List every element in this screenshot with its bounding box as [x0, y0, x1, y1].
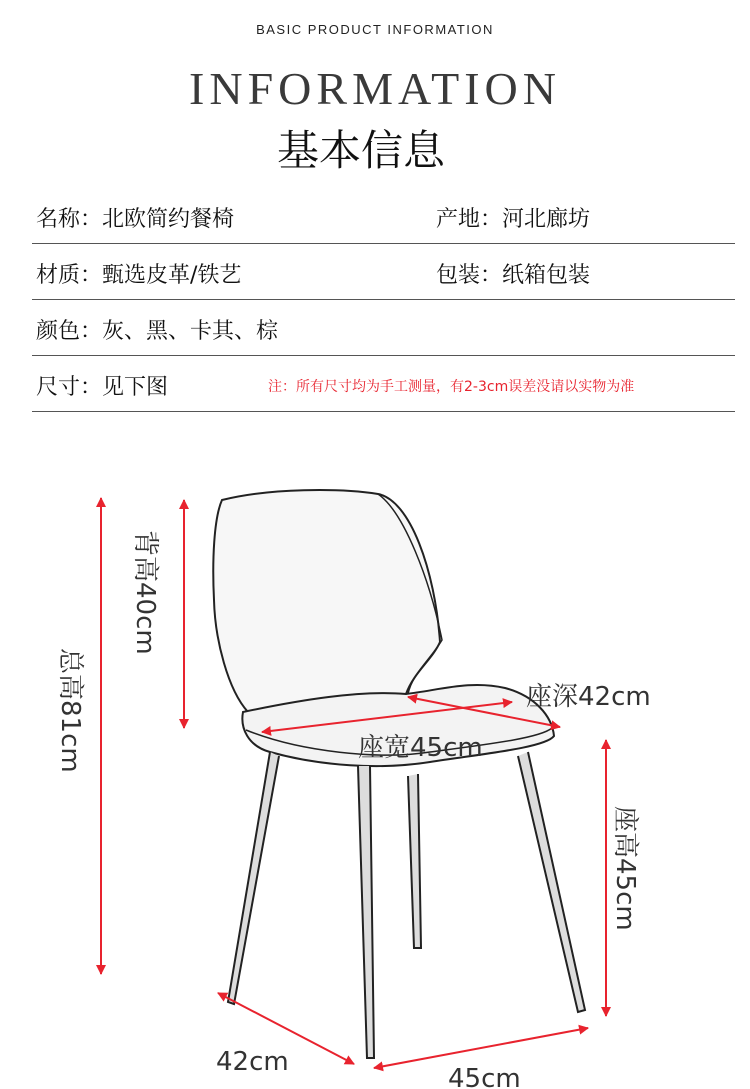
base-width-arrow [374, 1028, 588, 1068]
seat-depth-label: 座深42cm [526, 682, 651, 712]
info-row-color [32, 300, 735, 356]
material-cell: 材质：甄选皮革/铁艺 [36, 263, 242, 288]
chair-leg-front-left [228, 752, 279, 1004]
total-height-label: 总高81cm [55, 648, 85, 773]
chair-leg-front-right [358, 766, 374, 1058]
seat-height-label: 座高45cm [610, 806, 640, 931]
back-height-label: 背高40cm [130, 530, 160, 655]
color-cell: 颜色：灰、黑、卡其、棕 [36, 319, 279, 344]
chair-leg-back-left [408, 774, 421, 948]
chair-illustration [213, 490, 585, 1058]
title-cn: 基本信息 [276, 126, 445, 175]
chair-backrest [213, 490, 440, 712]
title-en: INFORMATION [189, 63, 561, 114]
seat-width-label: 座宽45cm [358, 733, 483, 763]
info-row-material [32, 244, 735, 300]
name-cell: 名称：北欧简约餐椅 [36, 207, 235, 232]
chair-leg-back-right [518, 752, 585, 1012]
info-row-size [32, 356, 735, 412]
base-width-label: 45cm [448, 1064, 521, 1089]
origin-cell: 产地：河北廊坊 [436, 207, 591, 232]
row-divider [32, 411, 735, 412]
packaging-cell: 包装：纸箱包装 [436, 263, 591, 288]
info-row-name [32, 188, 735, 244]
chair-dimension-diagram [0, 470, 750, 1089]
subtitle-en: BASIC PRODUCT INFORMATION [256, 22, 494, 37]
measurement-note: 注：所有尺寸均为手工测量，有2-3cm误差没请以实物为准 [268, 379, 635, 395]
base-depth-label: 42cm [216, 1047, 289, 1077]
size-cell: 尺寸：见下图 [36, 375, 169, 400]
